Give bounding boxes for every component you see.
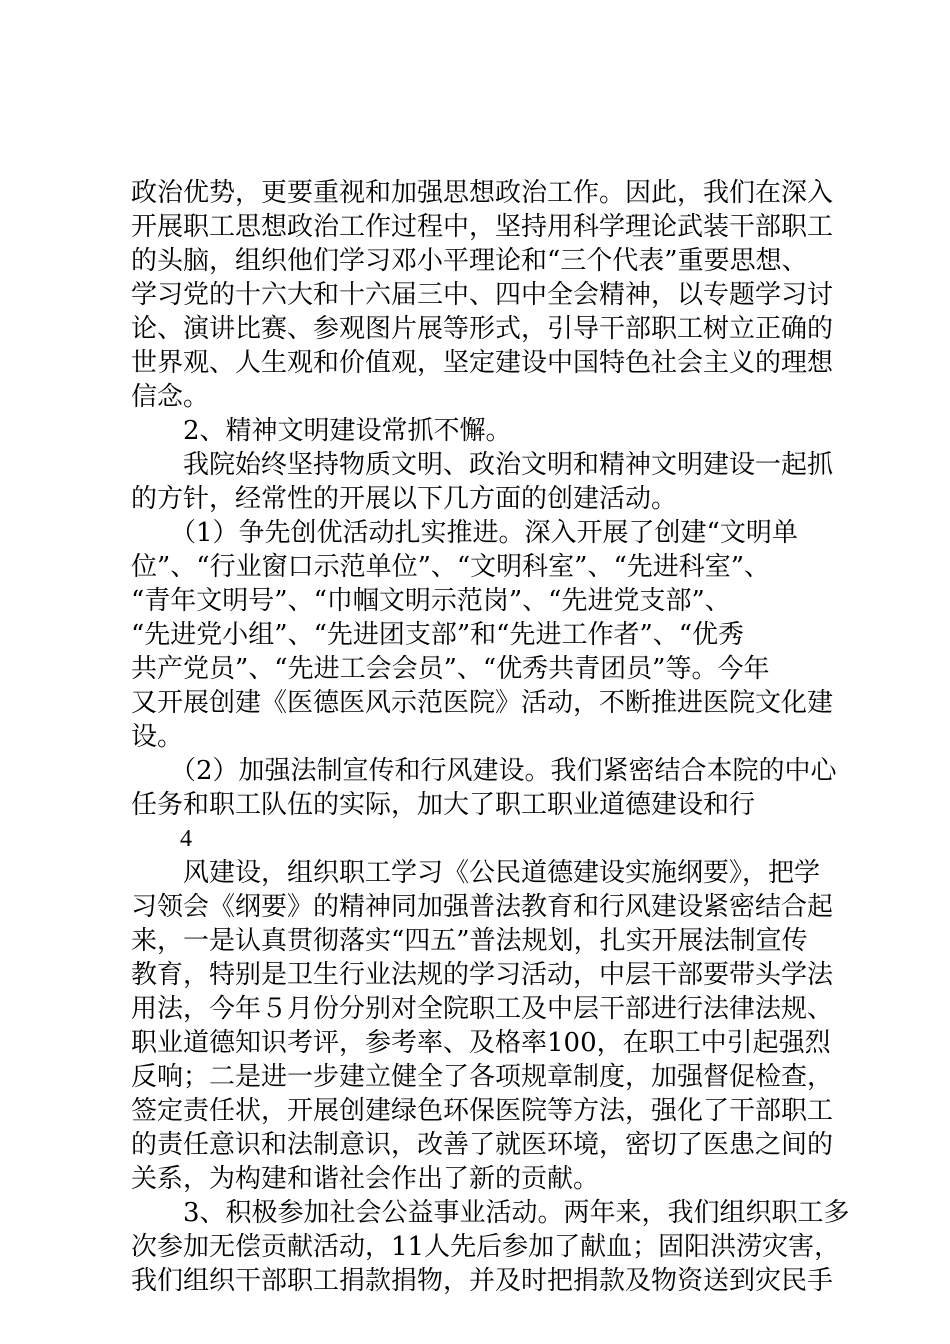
body-text-line: 我院始终坚持物质文明、政治文明和精神文明建设一起抓: [131, 450, 834, 480]
body-text-line: 任务和职工队伍的实际，加大了职工职业道德建设和行: [131, 790, 756, 820]
body-text-line: 世界观、人生观和价值观，坚定建设中国特色社会主义的理想: [131, 348, 834, 378]
body-text-line: 政治优势，更要重视和加强思想政治工作。因此，我们在深入: [131, 178, 834, 208]
body-text-line: 风建设，组织职工学习《公民道德建设实施纲要》，把学: [131, 858, 821, 888]
body-text-line: 我们组织干部职工捐款捐物，并及时把捐款及物资送到灾民手: [131, 1266, 834, 1296]
body-text-line: 反响；二是进一步建立健全了各项规章制度，加强督促检查，: [131, 1062, 834, 1092]
body-text-line: 教育，特别是卫生行业法规的学习活动，中层干部要带头学法: [131, 960, 834, 990]
body-text-line: 信念。: [131, 382, 210, 412]
body-text-line: “先进党小组”、“先进团支部”和“先进工作者”、“优秀: [131, 620, 745, 650]
body-text-line: “青年文明号”、“巾帼文明示范岗”、“先进党支部”、: [131, 586, 731, 616]
body-text-line: 又开展创建《医德医风示范医院》活动，不断推进医院文化建: [131, 688, 834, 718]
body-text-line: 关系，为构建和谐社会作出了新的贡献。: [131, 1164, 600, 1194]
subsection-heading: （1）争先创优活动扎实推进。深入开展了创建“文明单: [131, 518, 798, 548]
body-text-line: 次参加无偿贡献活动，11人先后参加了献血；固阳洪涝灾害，: [131, 1232, 841, 1262]
section-heading: 2、精神文明建设常抓不懈。: [131, 416, 512, 446]
body-text-line: 的责任意识和法制意识，改善了就医环境，密切了医患之间的: [131, 1130, 834, 1160]
body-text-line: 学习党的十六大和十六届三中、四中全会精神，以专题学习讨: [131, 280, 834, 310]
body-text-line: 习领会《纲要》的精神同加强普法教育和行风建设紧密结合起: [131, 892, 834, 922]
body-text-line: 开展职工思想政治工作过程中，坚持用科学理论武装干部职工: [131, 212, 834, 242]
body-text-line: 设。: [131, 722, 184, 752]
body-text-line: 来，一是认真贯彻落实“四五”普法规划，扎实开展法制宣传: [131, 926, 808, 956]
page-number: 4: [180, 826, 192, 852]
subsection-heading: （2）加强法制宣传和行风建设。我们紧密结合本院的中心: [131, 756, 837, 786]
body-text-line: 签定责任状，开展创建绿色环保医院等方法，强化了干部职工: [131, 1096, 834, 1126]
body-text-line: 职业道德知识考评，参考率、及格率100，在职工中引起强烈: [131, 1028, 831, 1058]
body-text-line: 用法，今年５月份分别对全院职工及中层干部进行法律法规、: [131, 994, 834, 1024]
body-text-line: 共产党员”、“先进工会会员”、“优秀共青团员”等。今年: [131, 654, 770, 684]
body-text-line: 的头脑，组织他们学习邓小平理论和“三个代表”重要思想、: [131, 246, 808, 276]
section-heading: 3、积极参加社会公益事业活动。两年来，我们组织职工多: [131, 1198, 850, 1228]
body-text-line: 的方针，经常性的开展以下几方面的创建活动。: [131, 484, 678, 514]
body-text-line: 论、演讲比赛、参观图片展等形式，引导干部职工树立正确的: [131, 314, 834, 344]
body-text-line: 位”、“行业窗口示范单位”、“文明科室”、“先进科室”、: [131, 552, 771, 582]
